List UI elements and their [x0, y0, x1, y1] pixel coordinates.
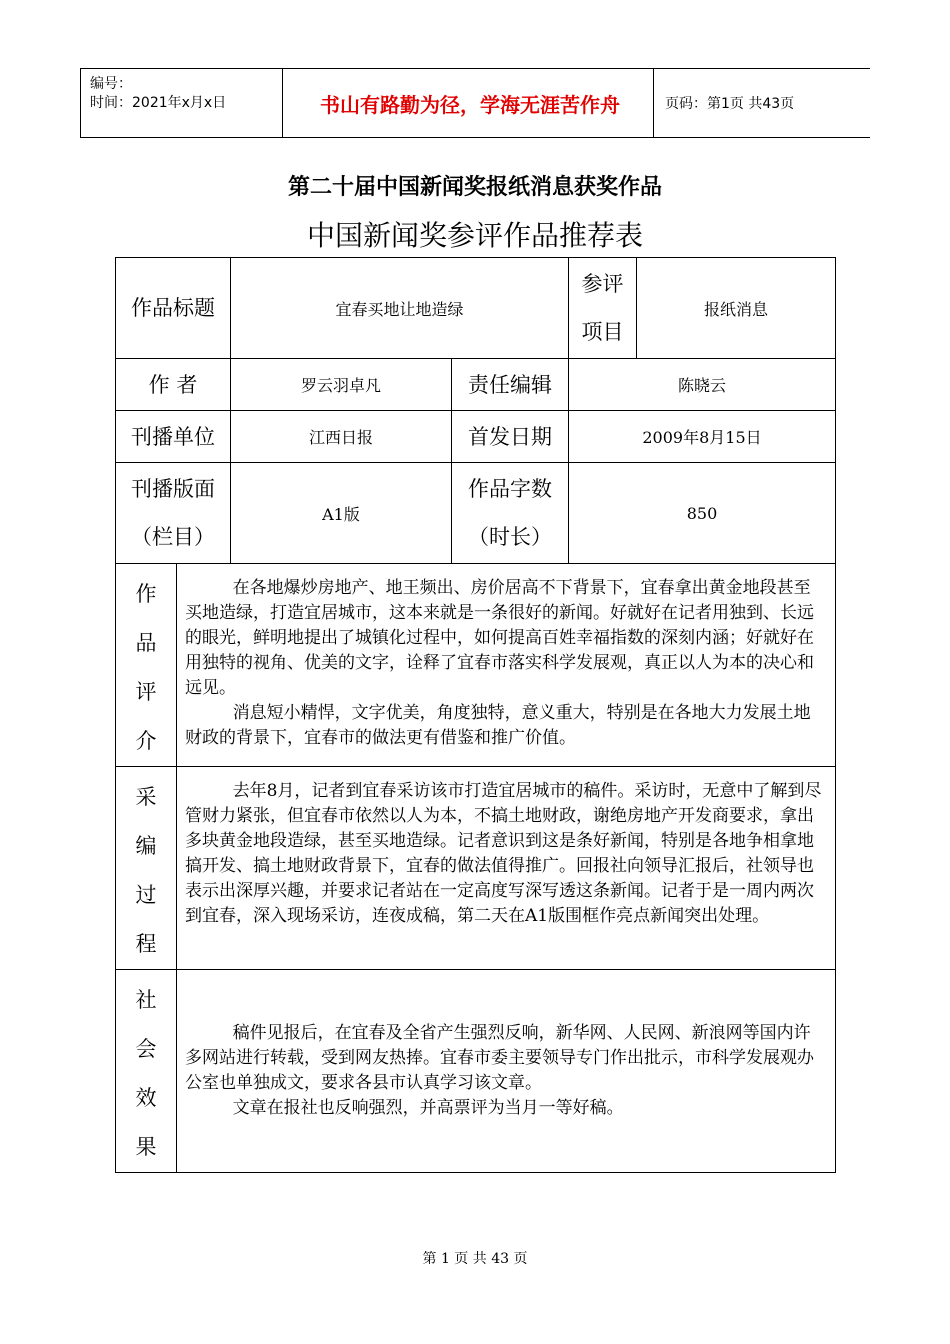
- category-label: [569, 258, 637, 359]
- review-paragraph: 消息短小精悍，文字优美，角度独特，意义重大，特别是在各地大力发展土地财政的背景下，宜春市的做法更有借鉴和推广价值。: [185, 703, 811, 748]
- date-value: 2009年8月15日: [569, 411, 836, 463]
- word-count-label: [452, 463, 569, 564]
- header-page-info: 页码：第1页 共43页: [665, 96, 795, 112]
- page-value: A1版: [231, 463, 452, 564]
- header-motto: 书山有路勤为径，学海无涯苦作舟: [320, 92, 620, 117]
- header-border-left: [80, 69, 81, 137]
- form-title: 中国新闻奖参评作品推荐表: [306, 219, 643, 252]
- effect-label-char: 会: [135, 1037, 157, 1061]
- effect-paragraph: 稿件见报后，在宜春及全省产生强烈反响，新华网、人民网、新浪网等国内许多网站进行转载，受到网友热捧。宜春市委主要领导专门作出批示，市科学发展观办公室也单独成文，要求各县市认真学习该文章。: [185, 1023, 814, 1093]
- author-label: 作 者: [116, 359, 231, 411]
- review-label-char: 介: [135, 729, 157, 753]
- document-title: 第二十届中国新闻奖报纸消息获奖作品: [287, 175, 662, 200]
- editor-value: 陈晓云: [569, 359, 836, 411]
- title-value: 宜春买地让地造绿: [231, 258, 569, 359]
- words-label-line1: 作品字数: [468, 477, 552, 501]
- effect-paragraph: 文章在报社也反响强烈，并高票评为当月一等好稿。: [232, 1098, 624, 1118]
- page-header: [80, 68, 870, 138]
- category-label-line2: 项目: [581, 320, 624, 344]
- page-footer: 第 1 页 共 43 页: [422, 1251, 528, 1267]
- word-count-value: 850: [569, 463, 836, 564]
- date-label: 首发日期: [452, 411, 569, 463]
- effect-label-char: 效: [135, 1086, 157, 1110]
- header-meta: [90, 75, 226, 113]
- process-text: [177, 767, 836, 970]
- page-label-line2: （栏目）: [131, 525, 215, 549]
- publisher-label: 刊播单位: [116, 411, 231, 463]
- time-label: 时间：2021年x月x日: [90, 95, 227, 111]
- process-label: [116, 767, 177, 970]
- effect-label-char: 果: [135, 1135, 157, 1159]
- process-label-char: 采: [135, 785, 157, 809]
- process-label-char: 编: [135, 834, 157, 858]
- category-label-line1: 参评: [581, 272, 624, 296]
- effect-label-char: 社: [135, 988, 157, 1012]
- page-label-line1: 刊播版面: [131, 477, 215, 501]
- category-value: 报纸消息: [637, 258, 836, 359]
- review-text: [177, 564, 836, 767]
- title-label: 作品标题: [116, 258, 231, 359]
- publisher-value: 江西日报: [231, 411, 452, 463]
- effect-text: [177, 970, 836, 1173]
- words-label-line2: （时长）: [468, 525, 552, 549]
- recommendation-form: [115, 257, 836, 1173]
- review-label-char: 品: [135, 631, 157, 655]
- process-paragraph: 去年8月，记者到宜春采访该市打造宜居城市的稿件。采访时，无意中了解到尽管财力紧张，但宜春市依然以人为本，不搞土地财政，谢绝房地产开发商要求，拿出多块黄金地段造绿，甚至买地造绿。记者意识到这是条好新闻，特别是各地争相拿地搞开发、搞土地财政背景下，宜春的做法值得推广。回报社向领导汇报后，社领导也表示出深厚兴趣，并要求记者站在一定高度写深写透这条新闻。记者于是一周内两次到宜春，深入现场采访，连夜成稿，第二天在A1版围框作亮点新闻突出处理。: [185, 781, 822, 926]
- review-paragraph: 在各地爆炒房地产、地王频出、房价居高不下背景下，宜春拿出黄金地段甚至买地造绿，打造宜居城市，这本来就是一条很好的新闻。好就好在记者用独到、长远的眼光，鲜明地提出了城镇化过程中，如何提高百姓幸福指数的深刻内涵；好就好在用独特的视角、优美的文字，诠释了宜春市落实科学发展观，真正以人为本的决心和远见。: [185, 578, 814, 698]
- review-label: [116, 564, 177, 767]
- header-divider: [282, 69, 283, 137]
- editor-label: 责任编辑: [452, 359, 569, 411]
- author-value: 罗云羽卓凡: [231, 359, 452, 411]
- effect-label: [116, 970, 177, 1173]
- review-label-char: 评: [135, 680, 157, 704]
- page-section-label: [116, 463, 231, 564]
- process-label-char: 过: [135, 883, 157, 907]
- number-label: 编号：: [90, 76, 132, 92]
- review-label-char: 作: [135, 582, 157, 606]
- process-label-char: 程: [135, 932, 157, 956]
